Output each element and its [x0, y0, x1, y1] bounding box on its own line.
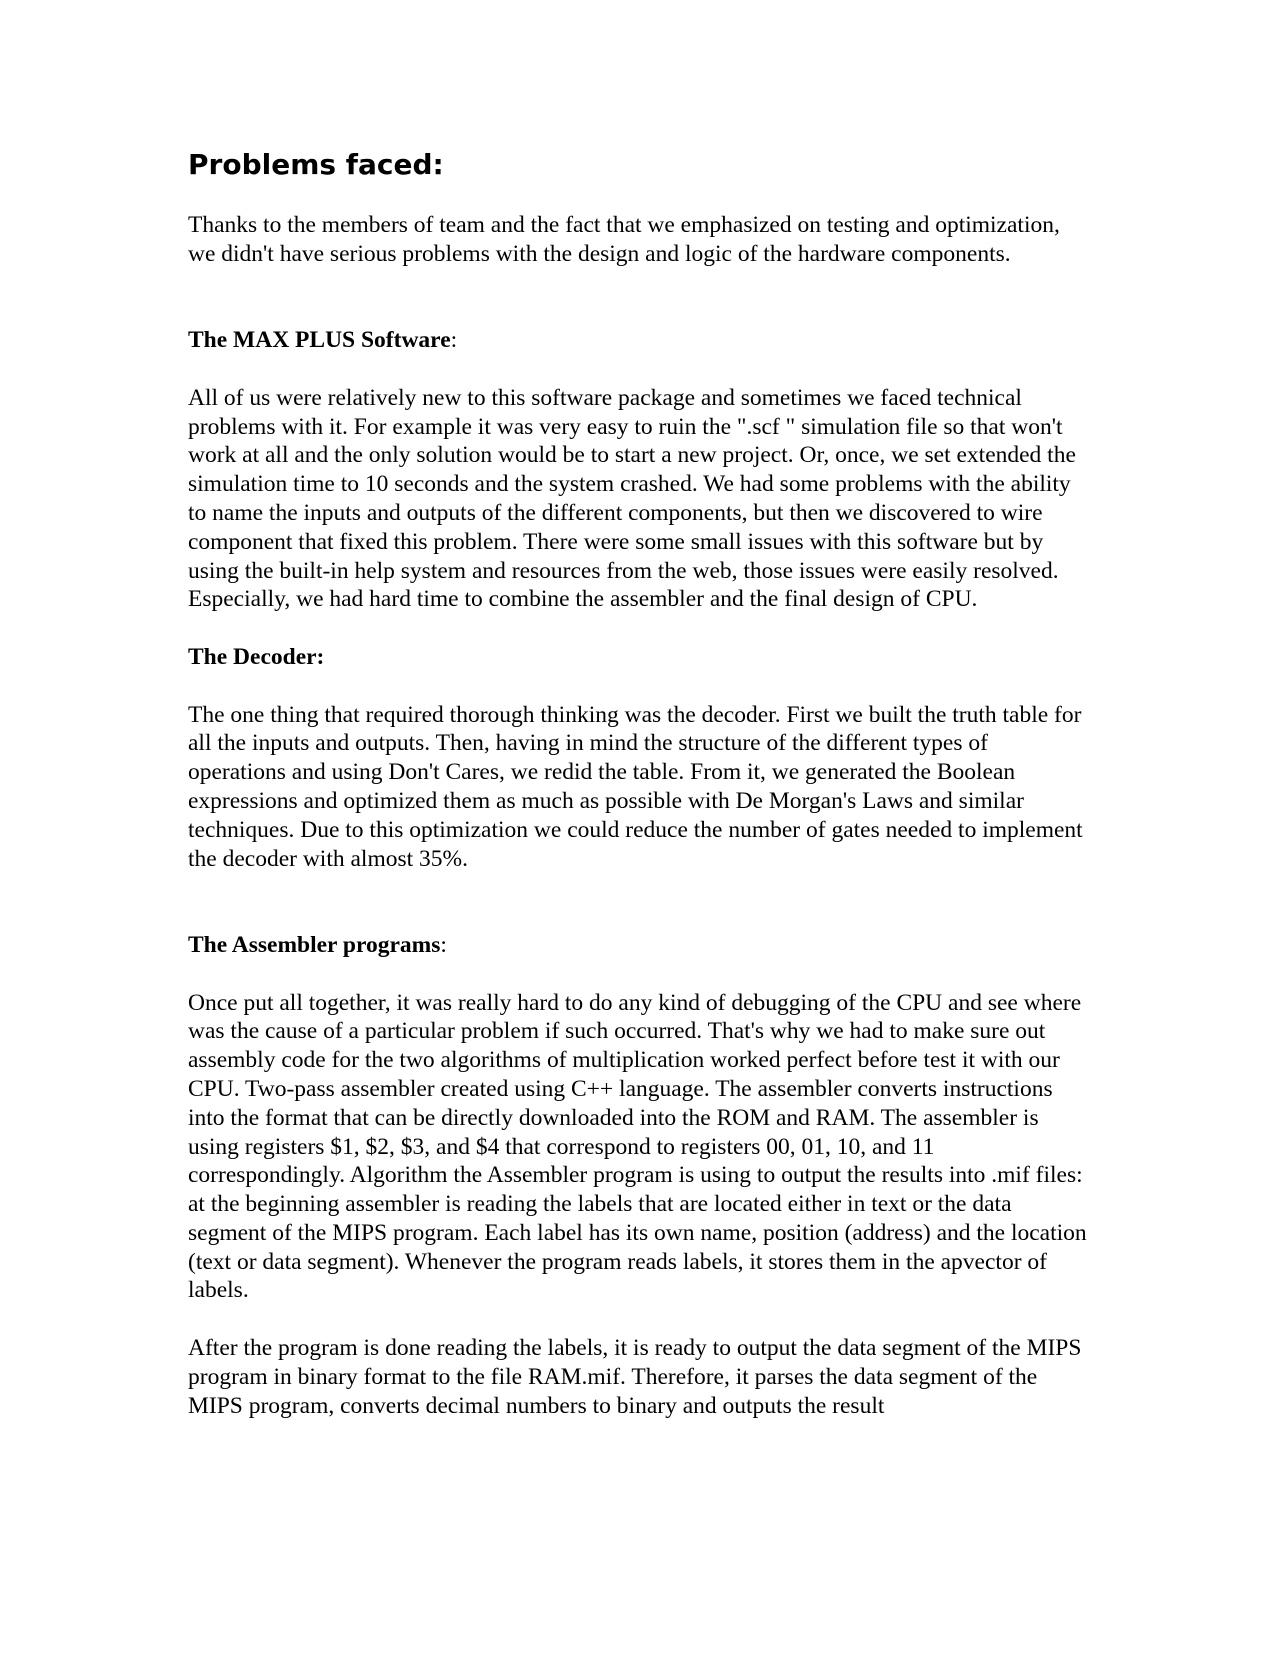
intro-paragraph: Thanks to the members of team and the fact that we emphasized on testing and optimization, we didn't have serious problems with the design and logic of the hardware components.	[188, 212, 1060, 267]
section-heading-max-plus	[188, 326, 1088, 355]
max-plus-paragraph: All of us were relatively new to this software package and sometimes we faced technical problems with it. For example it was very easy to ruin the ".scf " simulation file so that won't work at all and the only solution would be to start a new project. Or, once, we set extended the simulation time to 10 seconds and the system crashed. We had some problems with the ability to name the inputs and outputs of the different components, but then we discovered to wire component that fixed this problem. There were some small issues with this software but by using the built-in help system and resources from the web, those issues were easily resolved. Especially, we had hard time to combine the assembler and the final design of CPU.	[188, 384, 1076, 613]
section-heading-decoder	[188, 643, 1088, 672]
assembler-paragraph-1: Once put all together, it was really hard to do any kind of debugging of the CPU and see where was the cause of a particular problem if such occurred. That's why we had to make sure out assembly code for the two algorithms of multiplication worked perfect before test it with our CPU. Two-pass assembler created using C++ language. The assembler converts instructions into the format that can be directly downloaded into the ROM and RAM. The assembler is using registers $1, $2, $3, and $4 that correspond to registers 00, 01, 10, and 11 correspondingly. Algorithm the Assembler program is using to output the results into .mif files: at the beginning assembler is reading the labels that are located either in text or the data segment of the MIPS program. Each label has its own name, position (address) and the location (text or data segment). Whenever the program reads labels, it stores them in the apvector of labels.	[188, 989, 1087, 1304]
section-title: The Decoder:	[188, 643, 325, 670]
section-title-suffix: :	[450, 327, 458, 354]
page-title: Problems faced:	[188, 148, 444, 181]
section-title: The Assembler programs	[188, 931, 441, 958]
decoder-paragraph: The one thing that required thorough thinking was the decoder. First we built the truth table for all the inputs and outputs. Then, having in mind the structure of the different types of operations and using Don't Cares, we redid the table. From it, we generated the Boolean expressions and optimized them as much as possible with De Morgan's Laws and similar techniques. Due to this optimization we could reduce the number of gates needed to implement the decoder with almost 35%.	[188, 701, 1083, 872]
document-page	[188, 148, 1088, 1420]
section-heading-assembler	[188, 931, 1088, 960]
section-title: The MAX PLUS Software	[188, 327, 451, 354]
section-title-suffix: :	[440, 931, 447, 958]
assembler-paragraph-2: After the program is done reading the labels, it is ready to output the data segment of the MIPS program in binary format to the file RAM.mif. Therefore, it parses the data segment of the MIPS program, converts decimal numbers to binary and outputs the result	[188, 1335, 1082, 1419]
